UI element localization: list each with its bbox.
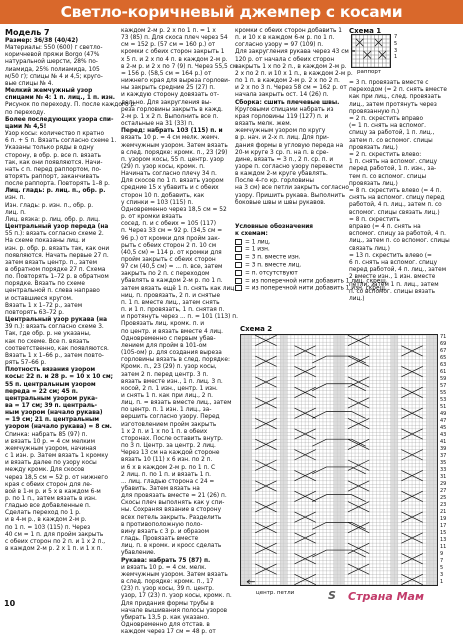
- text-line: = 2 п. скрестить вправо: [349, 116, 424, 123]
- text-line: лиц. п. = вязать вместе лиц., затем: [121, 400, 232, 407]
- text-line: = 13 п. скрестить влево (=: [349, 252, 432, 259]
- text-line: ны. Сохраняя вязание в сторону: [121, 507, 222, 514]
- text-line: кромки с обеих сторон добавить 1: [235, 28, 342, 34]
- text-line: в р. нач. и 2-х п. лиц. Для при-: [235, 135, 329, 142]
- text-line: Модель 7: [5, 28, 50, 37]
- text-line: лиц. п.: [5, 209, 26, 216]
- legend-item: [235, 285, 387, 293]
- text-line: сторонах. После оставить внутр.: [121, 435, 223, 442]
- scheme2-row-number: 5: [440, 565, 444, 571]
- text-line: п. и 10 х в каждом 6-м р. по 1 п.: [235, 35, 335, 42]
- text-line: коричневой пряжи Borgo (47%: [5, 52, 100, 59]
- text-line: дине, вязать = 3 п., 2 п. ср. п. и: [235, 156, 334, 163]
- text-line: края с обеих сторон для ле-: [5, 481, 92, 488]
- instructions-column-2: [121, 28, 238, 636]
- scheme2-row-number: 27: [440, 488, 447, 494]
- text-line: изн. п.: [5, 195, 26, 202]
- scheme2-row-number: 15: [440, 530, 447, 536]
- text-line: по 3 п. Центр. за центр. 2 лиц.: [121, 443, 216, 450]
- text-line: = 156 р. (58,5 см = 164 р.) от: [121, 70, 212, 77]
- text-line: пройм закрыть с обеих сторон: [121, 257, 216, 263]
- text-line: Плотность вязания узором: [5, 367, 96, 374]
- text-line: изн. р. обр. р. вязать так, как они: [5, 245, 110, 252]
- legend-item: [235, 254, 347, 262]
- text-line: Вязать 1 х 1–66 р., затем повто-: [5, 352, 104, 359]
- text-line: жемчужным узором по кругу: [235, 128, 326, 135]
- text-line: Мелкий жемчужный узор: [5, 88, 93, 95]
- text-line: Спинка: набрать 85 (97) п.: [5, 431, 88, 438]
- scheme2-row-number: 67: [440, 348, 447, 354]
- scheme2-row-number: 69: [440, 341, 447, 347]
- legend-symbol-icon: [235, 262, 242, 268]
- text-line: 120 р. от начала с обеих сторон: [235, 56, 335, 63]
- text-line: вспомог. спицы связать лиц.): [349, 209, 440, 216]
- scheme1-row-number: 7: [394, 34, 398, 40]
- text-line: Одновременно через 18,5 см = 52: [121, 206, 227, 213]
- text-line: и 6 х в каждом 2-м р. по 1 п. С: [121, 464, 216, 471]
- scheme2-row-number: 35: [440, 460, 447, 466]
- scheme2-row-number: 55: [440, 390, 447, 396]
- scheme2-row-number: 51: [440, 404, 447, 410]
- text-line: лиц.): [349, 296, 365, 303]
- text-line: затем п. со вспомог. спицы: [349, 137, 433, 144]
- text-line: нижнего края для выреза горлови-: [121, 78, 231, 85]
- text-line: Для скосов по 1 п. вязать узором: [121, 178, 224, 185]
- scheme2-row-number: 13: [440, 537, 447, 543]
- text-line: сосед. п. и с обеих = 105 (117): [121, 221, 216, 228]
- text-line: Сборка: сшить плечевые швы.: [235, 99, 340, 106]
- scheme2-row-number: 39: [440, 446, 447, 452]
- text-line: порядке. Вязать по схеме: [5, 281, 85, 288]
- scheme2-row-number: 49: [440, 411, 447, 417]
- legend-symbol-icon: [235, 246, 242, 252]
- text-line: ны закрыть средние 25 (27) п.: [121, 85, 215, 92]
- symbols-explanation-column: [349, 80, 461, 303]
- legend-item: [235, 270, 347, 278]
- text-line: в обратном порядке 27 п. Схема: [5, 267, 106, 273]
- text-line: лиц., затем протянуть через: [349, 101, 437, 108]
- text-line: х 5 п. и 2 х по 4 п. в каждом 2-м р.: [121, 56, 228, 63]
- text-line: по 1 п. = 103 (115) п. Через: [5, 524, 91, 531]
- legend-symbol-icon: [235, 285, 242, 291]
- text-line: Узор косы: количество п кратно: [5, 131, 105, 138]
- text-line: ниц. п. провязать, 2 п. и снятые: [121, 292, 221, 299]
- text-line: каждом 2-м р. 2 х по 1 п. = 1 х: [121, 28, 216, 34]
- legend-subtitle: к схемам:: [235, 231, 268, 238]
- text-line: (29) п. узор косы, кромк. п.: [121, 163, 205, 170]
- legend-item-label: = из поперечной нити добавить 1 изн. скрещ.: [245, 285, 387, 292]
- text-line: Центральный узор рукава (на: [5, 317, 108, 324]
- text-line: рыть с обеих сторон 2 п. 10 см: [121, 242, 217, 249]
- scheme2-row-number: 59: [440, 376, 447, 382]
- text-line: всех петель закрыть. Разделить: [121, 514, 222, 521]
- text-line: Центральный узор переда (на: [5, 224, 109, 231]
- text-line: 1 х 2 п. и 1 х по 1 п. в обеих: [121, 428, 208, 435]
- text-line: вязать мелк. жем.: [235, 121, 292, 128]
- text-line: работой, 4 п. лиц., затем п. со: [349, 202, 442, 209]
- text-line: Сделать переход по 1 р.: [5, 510, 81, 517]
- text-line: дания формы в угловую переда на: [235, 142, 344, 149]
- text-line: Перед: набрать 103 (115) п. и: [121, 128, 223, 135]
- scheme2-row-number: 41: [440, 439, 447, 445]
- text-line: центральной п. слева направо: [5, 288, 100, 295]
- text-line: и вязать 10 р. = 4 см мелким: [5, 438, 96, 445]
- text-line: петли, затем 1 п. лиц., затем: [349, 281, 439, 288]
- text-line: для провязать вместе = 21 (26) п.: [121, 493, 227, 500]
- text-line: вой в 1-м р. и 5 х в каждом 6-м: [5, 488, 101, 495]
- text-line: изготовлением пройм закрыть: [121, 421, 217, 428]
- text-line: 55 п. центральным узором: [5, 381, 96, 388]
- scheme1-row-number: 5: [394, 40, 398, 47]
- text-line: как по схеме. Все п. вязать: [5, 338, 90, 345]
- text-line: вязать вместе изн., 1 п. лиц. 3 п.: [121, 378, 223, 385]
- text-line: убирать 13,5 р. как указано.: [121, 614, 210, 621]
- scheme2-row-number: 47: [440, 418, 447, 424]
- text-line: = 3 п. провязать вместе с: [349, 80, 429, 86]
- text-line: перед работой, 1 п. изн., за-: [349, 166, 437, 173]
- legend-symbol-icon: [235, 278, 242, 284]
- legend-item-label: = 1 лиц.: [245, 239, 271, 246]
- text-line: На схеме показаны лиц. и: [5, 238, 86, 245]
- text-line: кромки с обеих сторон закрыть 1: [121, 49, 225, 56]
- text-line: рять 57–66 р.: [5, 360, 47, 367]
- text-line: вершить согласно узору. Перед: [121, 414, 220, 421]
- scheme2-chart: [240, 334, 438, 586]
- text-line: закрыть 1 х по 2 п., в каждом 2-м р.: [235, 63, 347, 70]
- text-line: 6 п. + 5 п. Вязать согласно схеме 1.: [5, 138, 117, 145]
- text-line: = 8 п. скрестить влево (= 4 п.: [349, 188, 442, 195]
- text-line: Круговыми спицами набрать из: [235, 106, 334, 113]
- text-line: натуральной шерсти, 28% по-: [5, 59, 98, 66]
- text-line: между кромк. Для скосов: [5, 467, 85, 474]
- text-line: снять на вспомог. спицу перед: [349, 195, 445, 202]
- text-line: ... лиц. гладью сторона с 24 =: [121, 478, 215, 485]
- text-line: перед работой, 4 п. лиц., затем: [349, 267, 447, 274]
- instructions-column-3: [235, 28, 356, 224]
- text-line: 6 п. снять на вспомог. спицу: [349, 260, 438, 267]
- text-line: жемчужным узором, начиная: [5, 445, 97, 452]
- text-line: и вязать далее по узору косы: [5, 460, 97, 467]
- scheme2-row-number: 31: [440, 474, 447, 480]
- text-line: ным узором (начало рукава): [5, 410, 103, 417]
- text-line: Более последующих узора спи-: [5, 116, 114, 123]
- text-line: повторять 63–72 р.: [5, 309, 64, 316]
- text-line: спицу за работой, 1 п. лиц.,: [349, 130, 435, 137]
- text-line: убавить. Затем вязать на: [121, 486, 200, 492]
- text-line: = 8 п. скрестить: [349, 216, 400, 223]
- text-line: лением для пройм в 101-ом: [121, 342, 207, 349]
- text-line: на 3 см) все петли закрыть согласно: [235, 185, 349, 192]
- text-line: в каждом 2-м р. 2 х 1 п. и 1 х п.: [5, 546, 103, 553]
- scheme2-row-number: 11: [440, 544, 447, 550]
- scheme2-row-number: 23: [440, 502, 447, 508]
- legend-title: Условные обозначения: [235, 224, 313, 230]
- text-line: 73 (85) п. Для скоса плеч через 54: [121, 35, 228, 42]
- text-line: узоре п. согласно узору перевести: [235, 163, 343, 170]
- text-line: и протянуть через ... п. = 101 (113) п.: [121, 314, 238, 321]
- text-line: Рисунок по переходу. П. после каждого р.: [5, 102, 136, 109]
- watermark-prefix: S: [328, 589, 336, 602]
- text-line: узором (начало рукава) = 8 см.: [5, 424, 112, 431]
- text-line: вязать 10 р. = 4 см мелк. жемч.: [121, 135, 220, 142]
- text-line: убавлять в каждом 2-м р. по 1 п.: [121, 278, 223, 285]
- text-line: затем вязать ещё 1 п. снять как лиц.: [121, 285, 237, 292]
- text-line: соответственно, как появляются.: [5, 345, 109, 352]
- text-line: вспомог. спицу за работой, 4 п.: [349, 231, 446, 238]
- legend-item: [235, 278, 388, 286]
- scheme2-row-number: 7: [440, 558, 444, 564]
- text-line: 40 см = 1 п. для пройм закрыть: [5, 531, 104, 538]
- legend-item-label: = 3 п. вместе изн.: [245, 254, 301, 261]
- text-line: Изн. гладь: р. изн. п., обр. р.: [5, 202, 94, 209]
- text-line: косы: 22 п. и 28 р. = 10 х 10 см;: [5, 374, 113, 381]
- text-line: у спинки = 103 (115) п.: [121, 199, 194, 206]
- text-line: лиц. п. в кромк. и кросс сделать: [121, 543, 222, 550]
- scheme1-row-number: 3: [394, 47, 398, 54]
- text-line: лиамида, 25% полиамида, 105: [5, 66, 100, 73]
- scheme1-rapport-label: раппорт: [357, 69, 382, 75]
- scheme2-row-number: 65: [440, 355, 447, 361]
- text-line: 96 р.) от кромки для пройм зак-: [121, 235, 220, 242]
- text-line: и каждую сторону довязать от-: [121, 92, 219, 99]
- legend-item-label: = 1 изн.: [245, 246, 270, 253]
- scheme1-chart: [351, 34, 391, 68]
- text-line: п. узором косы, 55 п. центр. узор: [121, 156, 224, 163]
- text-line: Размер: 36/38 (40/42): [5, 38, 79, 44]
- text-line: = 2 п. скрестить влево:: [349, 152, 422, 159]
- scheme2-row-number: 25: [440, 495, 447, 501]
- text-line: Одновременно с первым убав-: [121, 335, 216, 342]
- text-line: Провязать лиц. кромк. п. и: [121, 321, 205, 328]
- text-line: в след. порядке: кромк. п., 17: [121, 579, 214, 586]
- text-line: гладь. Провязать вместе: [121, 536, 199, 543]
- purl-band: [426, 335, 437, 584]
- text-line: узору. Пришить рукава. Выполнить: [235, 192, 346, 199]
- text-line: переда = 22 см; 45 п.: [5, 388, 78, 395]
- legend-symbol-icon: [235, 254, 242, 260]
- text-line: Лиц. гладь: р. лиц. п., обр. р.: [5, 188, 106, 195]
- text-line: переходом (= 2 п. снять вместе: [349, 87, 447, 94]
- text-line: вторять раппорт, заканчивать: [5, 173, 100, 180]
- text-line: 55 п.): вязать согласно схеме 2.: [5, 231, 104, 238]
- scheme2-row-number: 33: [440, 467, 447, 473]
- text-line: 1 п. снять на вспомог. спицу: [349, 159, 438, 166]
- text-line: Указаны только ряды в одну: [5, 145, 94, 152]
- text-line: р. по 1 п., затем вязать в изн.: [5, 496, 97, 502]
- text-line: в 2-м р. и 2 х по 7 (9) п. Через 55,5 см: [121, 63, 238, 70]
- text-line: Начинать согласно плечу 34 п.: [121, 171, 217, 178]
- text-line: провязанную п.): [349, 108, 400, 115]
- text-line: Для закругления рукава через 43 см =: [235, 49, 356, 56]
- scheme2-row-numbers: [440, 334, 458, 586]
- text-line: каждом через 17 см = 48 р. от: [121, 629, 216, 636]
- text-line: лиц., затем п. со вспомог. спицы: [349, 238, 450, 245]
- text-line: так, как они появляются. Начи-: [5, 159, 103, 166]
- text-line: (40,5 см) = 114 р. от кромки для: [121, 249, 222, 256]
- text-line: 97 см (40,5 см) = ... п. все, затем: [121, 264, 223, 271]
- text-line: провязать лиц.): [349, 144, 398, 151]
- text-line: центральным узором рука-: [5, 395, 98, 402]
- legend-item: [235, 239, 347, 247]
- instructions-column-1: [5, 28, 136, 598]
- text-line: 2-м р. 1 х 2 п. Выполнить все п.: [121, 113, 219, 120]
- text-line: затем 2 п. перед центр. 3 п.: [121, 371, 209, 378]
- text-line: начала закрыть ост. 14 (26) п.: [235, 92, 329, 99]
- watermark: Страна Мам: [348, 590, 424, 603]
- text-line: спицами № 4: 1 п. лиц., 1 п. изн.: [5, 95, 115, 102]
- scheme2-row-number: 37: [440, 453, 447, 459]
- scheme2-row-number: 53: [440, 397, 447, 403]
- text-line: гладью все добавленные п.: [5, 503, 91, 510]
- scheme1-row-number: 1: [394, 54, 398, 61]
- text-line: тем п. со вспомог. спицы: [349, 173, 427, 180]
- text-line: Кромк. п., 23 (29) п. узор косы,: [121, 364, 217, 371]
- text-line: вину вязать с 3 р. и образом: [121, 528, 210, 535]
- text-line: жемчужным узором. Затем вязать: [121, 142, 228, 149]
- text-line: как при лиц., след. провязать: [349, 94, 441, 101]
- scheme2-row-number: 71: [440, 334, 447, 340]
- text-line: (23) п. узор косы, 39 п. центр.: [121, 586, 214, 593]
- text-line: по переходу.: [5, 109, 46, 116]
- legend-symbol-icon: [235, 270, 242, 276]
- text-line: Материалы: 550 (600) г светло-: [5, 45, 103, 52]
- text-line: с 1 изн. р. Затем вязать 1 кромку: [5, 453, 109, 460]
- text-line: Рукава: набрать 75 (87) п.: [121, 557, 211, 564]
- text-line: по. Повторять 1–72 р. в обратном: [5, 274, 109, 281]
- text-line: Через 13 см на каждой стороне: [121, 450, 220, 457]
- text-line: После 4-го кр. горловины: [235, 178, 314, 185]
- text-line: с обеих сторон по 2 п. и 1 х 2 п.,: [5, 538, 106, 545]
- scheme2-row-number: 9: [440, 551, 444, 557]
- text-line: жемчужным узором. Затем вязать: [121, 571, 228, 578]
- text-line: края горловины 119 (127) п. и: [235, 113, 329, 120]
- text-line: реза горловины закрыть в кажд.: [121, 106, 223, 113]
- purl-band: [391, 335, 398, 584]
- text-line: и в 4-м р., в каждом 2-м р.: [5, 517, 87, 524]
- text-line: р. от кромки вязать: [121, 214, 183, 221]
- text-line: 2 лиц. п. по 1 п. и вязать 1 п.: [121, 471, 211, 478]
- text-line: Вязать 1 х 1–72 р., затем: [5, 302, 83, 309]
- purl-band: [334, 335, 345, 584]
- text-line: и вязать 10 р. = 4 см. мелк.: [121, 564, 207, 571]
- legend-symbol-icon: [235, 239, 242, 245]
- text-line: остальные на 31 (33) п.: [121, 121, 194, 128]
- scheme2-row-number: 43: [440, 432, 447, 438]
- scheme2-row-number: 1: [440, 579, 444, 585]
- text-line: в след. порядке: кромк. п., 23 (29): [121, 149, 228, 156]
- text-line: узор, 17 (23) п. узор косы, кромк. п.: [121, 593, 232, 600]
- text-line: п. и 1 п. провязать, 1 п. снятая п.: [121, 307, 225, 314]
- text-line: Так, где обр. р. не указаны,: [5, 331, 91, 338]
- page-title: Светло-коричневый джемпер с косами: [60, 3, 403, 21]
- legend-item: [235, 246, 347, 254]
- text-line: по центр. п. 1 изн. 1 лиц., за-: [121, 407, 212, 414]
- text-line: 20-м круге 3 ср. п. на п. в сре-: [235, 149, 329, 156]
- text-line: Одновременно для отстав. в: [121, 621, 210, 628]
- text-line: вые спицы № 4.: [5, 80, 54, 87]
- scheme2-row-number: 19: [440, 516, 447, 522]
- text-line: боковые швы и швы рукавов.: [235, 199, 326, 206]
- text-line: вправо (= 4 п. снять на: [349, 224, 421, 231]
- legend-item: [235, 262, 347, 270]
- purl-band: [241, 335, 252, 584]
- scheme2-title: Схема 2: [240, 325, 273, 333]
- text-line: п. со вспомог. спицы вязать: [349, 288, 436, 295]
- scheme2-row-number: 21: [440, 509, 447, 515]
- text-line: ва = 17 см; 39 п. централь-: [5, 402, 98, 409]
- legend-item-label: = п. отсутствуют: [245, 270, 298, 277]
- text-line: 2 х по 2 п. и 10 х 1 п., в каждом 2-м р.: [235, 70, 353, 77]
- text-line: = 19 см; 21 п. центральным: [5, 417, 100, 424]
- text-line: м/50 г); спицы № 4 и 4,5; круго-: [5, 73, 103, 80]
- text-line: 39 п.): вязать согласно схеме 3.: [5, 324, 104, 331]
- scheme1-title: Схема 1: [349, 27, 382, 35]
- scheme2-row-number: 63: [440, 362, 447, 368]
- text-line: согласно узору = 97 (109) п.: [235, 42, 324, 49]
- text-line: вязать 10 (11) х 6 изн. по 2 п.: [121, 457, 213, 464]
- text-line: и 2 х по 3 п. Через 58 см = 162 р. от: [235, 85, 347, 92]
- text-line: нать с п. перед раппортом, по-: [5, 166, 102, 173]
- text-line: Для придания формы трубы в: [121, 600, 214, 607]
- scheme2-row-number: 17: [440, 523, 447, 529]
- text-line: по 1 п. в каждом 2-м р. 2 х по 2 п.: [235, 78, 340, 85]
- text-line: связать лиц.): [349, 245, 390, 252]
- page-number: 10: [4, 599, 16, 608]
- text-line: закрыть по 2 п. с переходом: [121, 271, 210, 278]
- scheme2-row-number: 61: [440, 369, 447, 375]
- scheme2-row-number: 45: [440, 425, 447, 431]
- text-line: горловины вязать в след. порядке:: [121, 357, 230, 364]
- scheme2-footer: центр. петли: [256, 590, 295, 596]
- text-line: Лиц. вязка: р. лиц. обр. р. лиц.: [5, 216, 100, 223]
- text-line: начале вышивания полосы узоров: [121, 607, 228, 614]
- text-line: цами № 4,5!: [5, 123, 47, 130]
- text-line: после раппорта. Повторять 1–8 р.: [5, 181, 110, 188]
- text-line: и снять 1 п. как при лиц., 2 п.: [121, 392, 214, 399]
- text-line: (105-ом) р. для создания выреза: [121, 350, 222, 357]
- text-line: Скосы плеч выполнять как у спи-: [121, 500, 225, 507]
- text-line: средние 15 х убавить и с обеих: [121, 185, 219, 192]
- text-line: по центр. и вязать вместе 4 лиц.: [121, 328, 223, 335]
- text-line: дельно. Для закругления вы-: [121, 99, 212, 106]
- legend-item-label: = 3 п. вместе лиц.: [245, 262, 302, 269]
- text-line: убавление.: [121, 550, 156, 557]
- text-line: появляются. Начать первые 27 п.: [5, 252, 109, 259]
- text-line: п. 1 п. вместе лиц., затем снять: [121, 299, 220, 306]
- text-line: и оставшиеся кругом.: [5, 295, 73, 302]
- text-line: в каждом 2-м круге убавлять.: [235, 171, 328, 178]
- text-line: (= 1 п. снять на вспомог.: [349, 123, 427, 130]
- text-line: через 18,5 см = 52 р. от нижнего: [5, 474, 108, 481]
- text-line: см = 152 р. (57 см = 160 р.) от: [121, 42, 216, 49]
- text-line: провязать лиц.): [349, 180, 398, 187]
- text-line: п. Через 33 см = 92 р. (34,5 см =: [121, 228, 223, 235]
- text-line: косой, 2 п. 1 изн., центр. 1 изн.: [121, 385, 218, 392]
- purl-band: [280, 335, 287, 584]
- scheme2-row-number: 29: [440, 481, 447, 487]
- scheme2-row-number: 57: [440, 383, 447, 389]
- text-line: затем вязать центр. п., затем: [5, 259, 98, 266]
- text-line: в противоположную поло-: [121, 521, 203, 528]
- scheme1-row-numbers: [394, 34, 397, 61]
- text-line: сторону, в обр. р. все п. вязать: [5, 152, 101, 159]
- text-line: 2 вместе изн., 1 изн. вместе: [349, 274, 436, 281]
- legend-item-label: = из поперечной нити добавить 1 лиц. скрещ.: [245, 278, 388, 285]
- scheme2-row-number: 3: [440, 572, 444, 578]
- text-line: сторон 10 п. добавить, как: [121, 192, 205, 199]
